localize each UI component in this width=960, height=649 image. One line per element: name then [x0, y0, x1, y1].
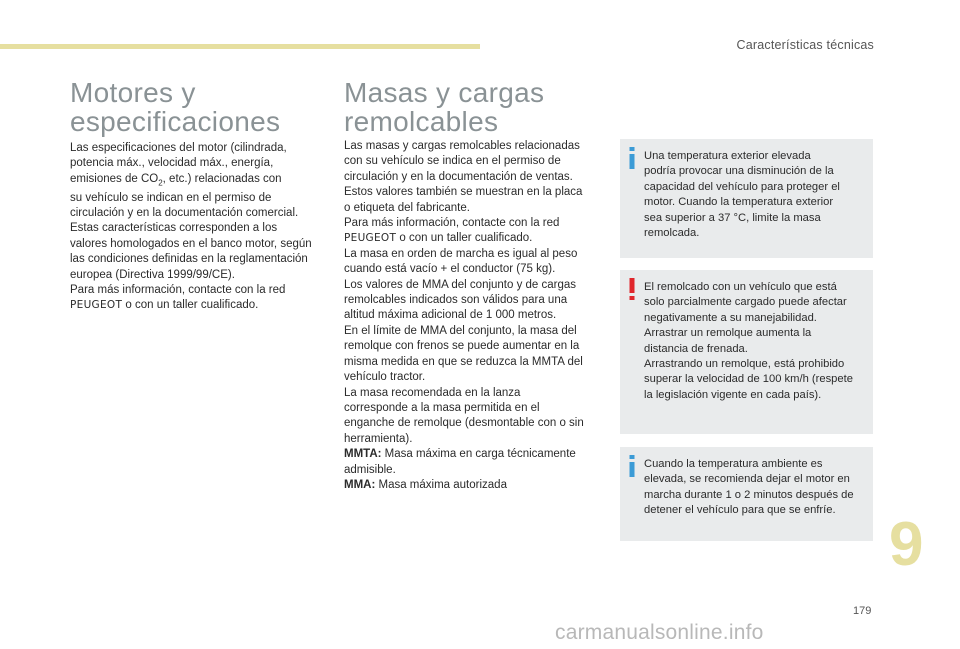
warning-icon: [626, 278, 638, 300]
engines-line: potencia máx., velocidad máx., energía,: [70, 157, 274, 170]
masses-line: La masa recomendada en la lanza: [344, 386, 521, 399]
info-box-temperature: [620, 139, 873, 258]
co2-subscript: 2: [158, 178, 163, 188]
masses-heading-line2: remolcables: [344, 106, 499, 137]
box-line: El remolcado con un vehículo que está: [644, 281, 837, 293]
info-icon: [626, 455, 638, 477]
watermark: carmanualsonline.info: [555, 621, 764, 644]
box-line: negativamente a su manejabilidad.: [644, 311, 817, 324]
masses-line: altitud máxima adicional de 1 000 metros.: [344, 309, 557, 322]
masses-line: Las masas y cargas remolcables relacionadas: [344, 140, 580, 152]
box-line: Arrastrar un remolque aumenta la: [644, 327, 812, 340]
box-line: distancia de frenada.: [644, 342, 748, 355]
engines-line: circulación y en la documentación comercial.: [70, 206, 299, 219]
engines-line: Estas características corresponden a los: [70, 222, 278, 235]
engines-body: [70, 141, 335, 314]
engines-line: valores homologados en el banco motor, según: [70, 237, 312, 250]
masses-line: cuando está vacío + el conductor (75 kg).: [344, 263, 556, 276]
info-icon: [626, 147, 638, 169]
box-line: la legislación vigente en cada país).: [644, 388, 822, 401]
masses-line: misma medida en que se reduzca la MMTA del: [344, 355, 583, 368]
box-line: sea superior a 37 °C, limite la masa: [644, 211, 821, 224]
engines-heading-line2: especificaciones: [70, 106, 281, 137]
masses-line: remolcables indicados son válidos para una: [344, 294, 568, 307]
masses-heading-line1: Masas y cargas: [344, 77, 545, 108]
masses-line: herramienta).: [344, 432, 413, 445]
box-line: Cuando la temperatura ambiente es: [644, 458, 823, 470]
masses-line: o etiqueta del fabricante.: [344, 201, 470, 214]
box-line: capacidad del vehículo para proteger el: [644, 180, 840, 193]
box-line: superar la velocidad de 100 km/h (respete: [644, 373, 853, 386]
info-box-cooldown: [620, 447, 873, 541]
engines-line: Para más información, contacte con la red: [70, 283, 286, 296]
masses-body: [344, 139, 609, 493]
engines-line: su vehículo se indican en el permiso de: [70, 191, 272, 204]
box-line: motor. Cuando la temperatura exterior: [644, 196, 834, 209]
masses-line: con su vehículo se indica en el permiso de: [344, 155, 561, 168]
masses-line: La masa en orden de marcha es igual al peso: [344, 247, 578, 260]
engines-line: emisiones de $CO_2$, etc.) relacionadas con: [70, 172, 282, 188]
masses-line: enganche de remolque (desmontable con o sin: [344, 417, 584, 430]
masses-heading: [344, 78, 544, 136]
mma-label: MMA:: [344, 478, 376, 491]
page-number: 179: [853, 605, 872, 617]
engines-line: las condiciones definidas en la reglamentación: [70, 253, 308, 266]
box-line: detener el vehículo para que se enfríe.: [644, 504, 836, 517]
engines-line: Las especificaciones del motor (cilindrada,: [70, 142, 287, 154]
box-line: remolcada.: [644, 227, 700, 240]
engines-heading-line1: Motores y: [70, 77, 196, 108]
masses-line: En el límite de MMA del conjunto, la masa del: [344, 324, 577, 337]
section-title: Características técnicas: [736, 38, 874, 52]
masses-line: Estos valores también se muestran en la placa: [344, 186, 583, 199]
masses-line: vehículo tractor.: [344, 371, 426, 384]
box-line: Arrastrando un remolque, está prohibido: [644, 358, 845, 371]
box-line: solo parcialmente cargado puede afectar: [644, 296, 847, 309]
engines-line: europea (Directiva 1999/99/CE).: [70, 268, 235, 281]
masses-line: remolque con frenos se puede aumentar en la: [344, 340, 580, 353]
masses-line: Los valores de MMA del conjunto y de cargas: [344, 278, 577, 291]
mmta-definition: MMTA: Masa máxima en carga técnicamente: [344, 448, 576, 461]
masses-line: PEUGEOT o con un taller cualificado.: [344, 232, 533, 245]
engines-line: PEUGEOT o con un taller cualificado.: [70, 299, 259, 312]
masses-line: circulación y en la documentación de ventas.: [344, 170, 573, 183]
box-line: podría provocar una disminución de la: [644, 165, 834, 178]
mma-definition: MMA: Masa máxima autorizada: [344, 478, 507, 491]
box-line: elevada, se recomienda dejar el motor en: [644, 473, 850, 486]
top-accent-bar: [0, 44, 480, 49]
warning-box-towing: [620, 270, 873, 434]
masses-line: Para más información, contacte con la red: [344, 217, 560, 230]
mmta-label: MMTA:: [344, 448, 382, 461]
box-line: Una temperatura exterior elevada: [644, 150, 811, 162]
engines-heading: [70, 78, 280, 136]
box-line: marcha durante 1 o 2 minutos después de: [644, 488, 854, 501]
masses-line: admisible.: [344, 463, 396, 476]
masses-line: corresponde a la masa permitida en el: [344, 401, 540, 414]
brand-name: PEUGEOT: [344, 232, 397, 245]
brand-name: PEUGEOT: [70, 299, 123, 312]
chapter-number: 9: [889, 510, 924, 579]
